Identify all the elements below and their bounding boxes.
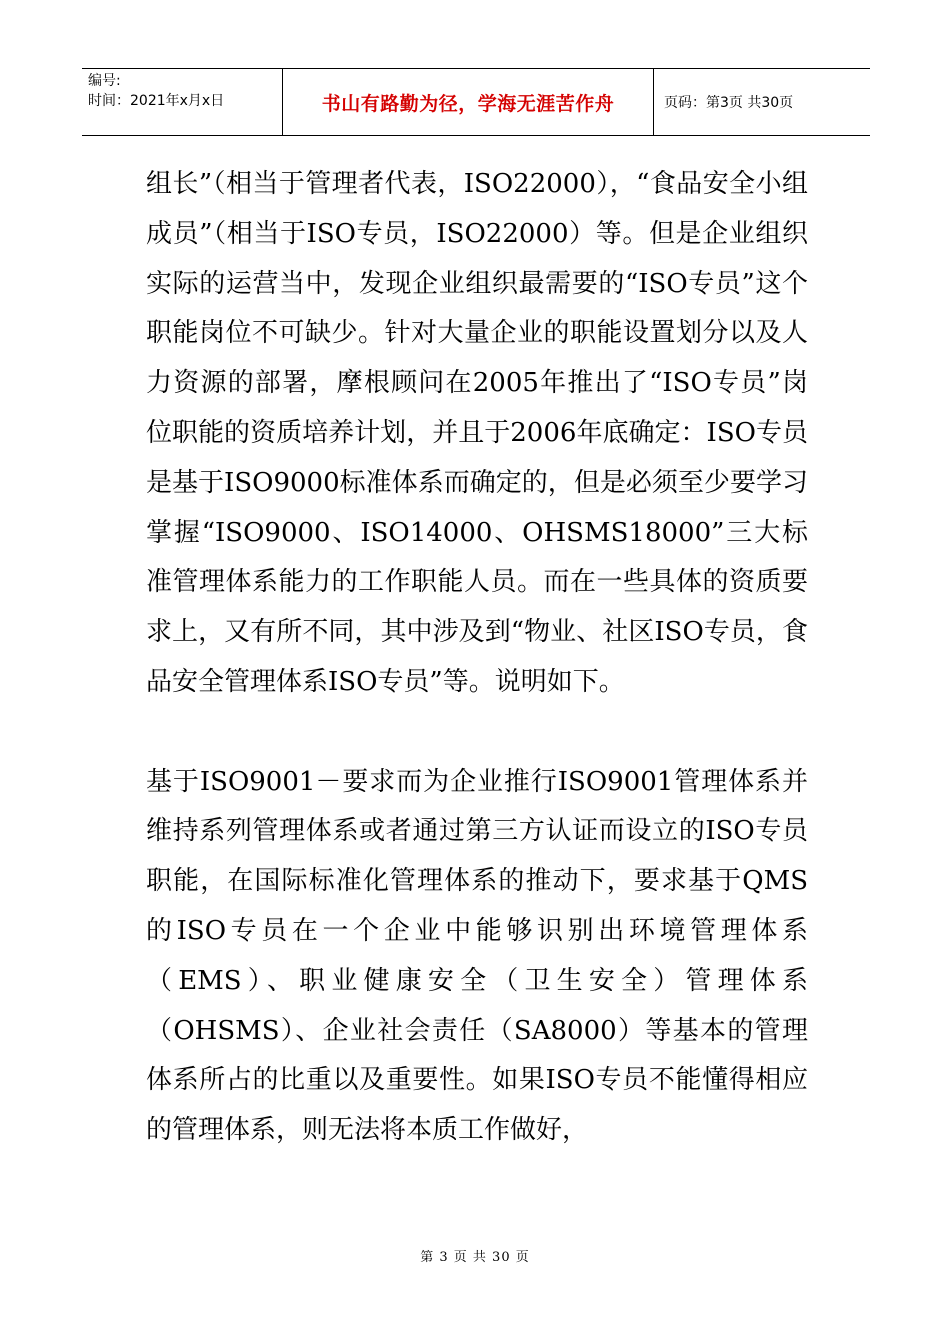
page-footer: 第 3 页 共 30 页 xyxy=(420,1250,530,1265)
body-paragraph-1: 组长”（相当于管理者代表，ISO22000），“食品安全小组成员”（相当于ISO专员，ISO22000）等。但是企业组织实际的运营当中，发现企业组织最需要的“ISO专员”这个职能岗位不可缺少。针对大量企业的职能设置划分以及人力资源的部署，摩根顾问在2005年推出了“ISO专员”岗位职能的资质培养计划，并且于2006年底确定：ISO专员是基于ISO9000标准体系而确定的，但是必须至少要学习掌握“ISO9000、ISO14000、OHSMS18000”三大标准管理体系能力的工作职能人员。而在一些具体的资质要求上，又有所不同，其中涉及到“物业、社区ISO专员，食品安全管理体系ISO专员”等。说明如下。 xyxy=(146,169,808,697)
document-time-label: 时间：2021年x月x日 xyxy=(88,93,225,109)
header-meta xyxy=(82,69,282,135)
page-header xyxy=(82,68,870,136)
header-motto: 书山有路勤为径，学海无涯苦作舟 xyxy=(282,69,654,135)
document-number-label: 编号: xyxy=(88,73,121,89)
header-page-info: 页码：第3页 共30页 xyxy=(664,95,794,111)
body-paragraph-2: 基于ISO9001－要求而为企业推行ISO9001管理体系并维持系列管理体系或者通过第三方认证而设立的ISO专员职能，在国际标准化管理体系的推动下，要求基于QMS的ISO专员在一个企业中能够识别出环境管理体系（EMS）、职业健康安全（卫生安全）管理体系（OHSMS）、企业社会责任（SA8000）等基本的管理体系所占的比重以及重要性。如果ISO专员不能懂得相应的管理体系，则无法将本质工作做好， xyxy=(146,766,808,1146)
document-body xyxy=(146,160,808,1156)
